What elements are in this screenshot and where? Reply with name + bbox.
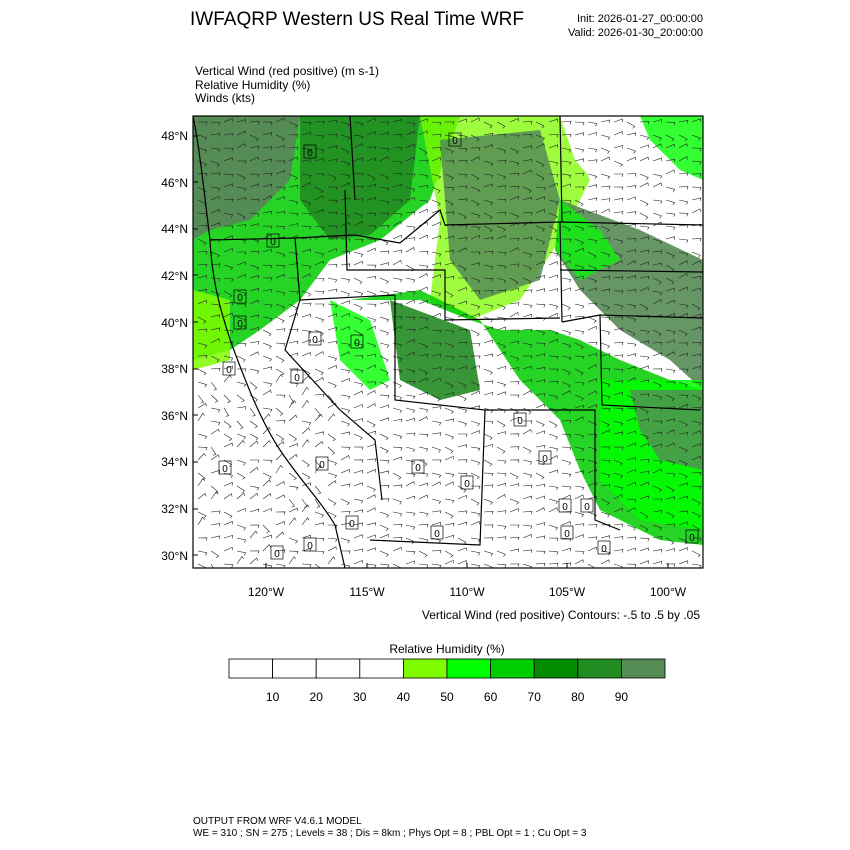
legend-swatch xyxy=(229,659,273,678)
svg-text:0: 0 xyxy=(517,416,523,427)
legend-tick-label: 80 xyxy=(571,690,585,704)
legend-title: Relative Humidity (%) xyxy=(389,642,505,656)
svg-text:0: 0 xyxy=(274,549,280,560)
lat-label-32: 32°N xyxy=(161,502,188,516)
legend-swatch xyxy=(578,659,622,678)
legend-swatch xyxy=(273,659,317,678)
lat-label-40: 40°N xyxy=(161,316,188,330)
svg-text:0: 0 xyxy=(434,529,440,540)
humidity-legend-ticks xyxy=(266,690,628,704)
legend-tick-label: 20 xyxy=(309,690,323,704)
lat-label-34: 34°N xyxy=(161,455,188,469)
svg-text:0: 0 xyxy=(270,237,276,248)
lon-label-100: 100°W xyxy=(649,585,687,599)
plot-title: IWFAQRP Western US Real Time WRF xyxy=(190,9,524,30)
svg-text:0: 0 xyxy=(354,338,360,349)
longitude-labels xyxy=(248,585,687,599)
legend-tick-label: 60 xyxy=(483,690,498,704)
lon-label-105: 105°W xyxy=(548,585,586,599)
svg-text:0: 0 xyxy=(542,454,548,465)
svg-text:0: 0 xyxy=(349,519,355,530)
svg-text:0: 0 xyxy=(307,541,313,552)
svg-text:0: 0 xyxy=(564,529,570,540)
init-time: Init: 2026-01-27_00:00:00 xyxy=(577,13,703,25)
legend-swatch xyxy=(534,659,578,678)
svg-text:0: 0 xyxy=(319,460,325,471)
lat-label-42: 42°N xyxy=(161,269,188,283)
legend-tick-label: 10 xyxy=(265,690,280,704)
legend-tick-label: 90 xyxy=(614,690,629,704)
lat-label-46: 46°N xyxy=(161,176,188,190)
svg-text:0: 0 xyxy=(237,319,243,330)
legend-swatch xyxy=(316,659,360,678)
svg-text:0: 0 xyxy=(562,502,568,513)
svg-text:0: 0 xyxy=(464,479,470,490)
model-footer-line1: OUTPUT FROM WRF V4.6.1 MODEL xyxy=(193,816,362,827)
svg-text:0: 0 xyxy=(415,463,421,474)
svg-text:0: 0 xyxy=(312,335,318,346)
humidity-legend-bar xyxy=(229,659,665,678)
svg-text:0: 0 xyxy=(689,533,695,544)
lon-label-120: 120°W xyxy=(247,585,285,599)
valid-time: Valid: 2026-01-30_20:00:00 xyxy=(568,27,703,39)
svg-text:0: 0 xyxy=(222,464,228,475)
svg-text:0: 0 xyxy=(237,293,243,304)
contour-note: Vertical Wind (red positive) Contours: -.5 to .5 by .05 xyxy=(421,608,700,622)
legend-swatch xyxy=(403,659,447,678)
lat-label-48: 48°N xyxy=(161,129,188,143)
lat-label-30: 30°N xyxy=(161,549,188,563)
field-label-vertical-wind: Vertical Wind (red positive) (m s-1) xyxy=(195,64,380,78)
svg-text:0: 0 xyxy=(226,365,232,376)
legend-tick-label: 40 xyxy=(396,690,411,704)
svg-text:0: 0 xyxy=(584,502,590,513)
latitude-labels xyxy=(161,129,188,563)
lon-label-115: 115°W xyxy=(349,585,385,599)
lat-label-36: 36°N xyxy=(161,409,188,423)
legend-tick-label: 50 xyxy=(440,690,454,704)
svg-text:0: 0 xyxy=(452,136,458,147)
field-label-relative-humidity: Relative Humidity (%) xyxy=(195,78,311,92)
svg-text:0: 0 xyxy=(601,544,607,555)
legend-tick-label: 30 xyxy=(353,690,367,704)
legend-tick-label: 70 xyxy=(527,690,541,704)
svg-text:0: 0 xyxy=(294,373,300,384)
legend-swatch xyxy=(491,659,535,678)
legend-swatch xyxy=(360,659,404,678)
legend-swatch xyxy=(447,659,491,678)
map-fill-layer xyxy=(193,116,703,568)
svg-text:0: 0 xyxy=(307,148,313,159)
lon-label-110: 110°W xyxy=(449,585,485,599)
lat-label-44: 44°N xyxy=(161,222,188,236)
field-label-winds: Winds (kts) xyxy=(195,91,255,105)
model-footer-line2: WE = 310 ; SN = 275 ; Levels = 38 ; Dis = 8km ; Phys Opt = 8 ; PBL Opt = 1 ; Cu Opt = 3 xyxy=(193,828,587,839)
lat-label-38: 38°N xyxy=(161,362,188,376)
legend-swatch xyxy=(621,659,665,678)
